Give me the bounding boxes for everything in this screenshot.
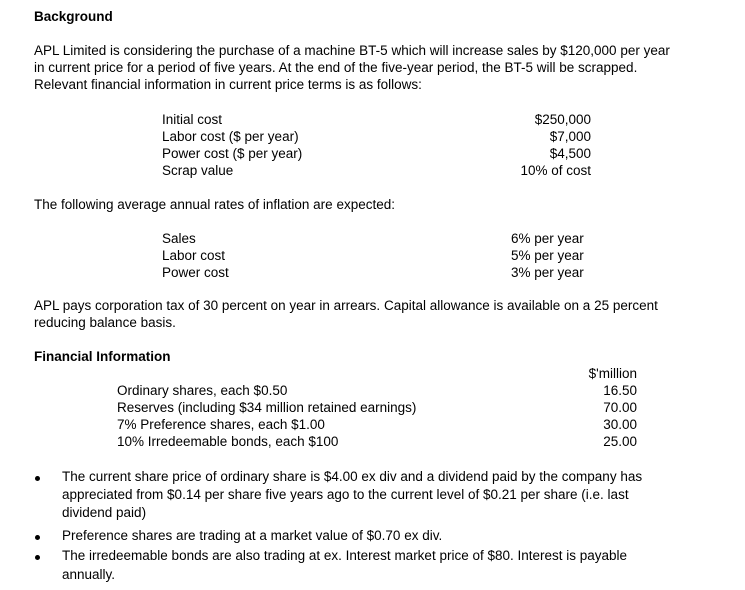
background-heading: Background: [34, 9, 113, 24]
tax-line-1: APL pays corporation tax of 30 percent on year in arrears. Capital allowance is available on a 25 percent: [34, 298, 658, 313]
inflation-value: 5% per year: [511, 248, 584, 263]
intro-line-2: in current price for a period of five years. At the end of the five-year period, the BT-5 will be scrapped.: [34, 60, 638, 75]
financial-label: Ordinary shares, each $0.50: [117, 383, 288, 398]
cost-label: Initial cost: [162, 112, 223, 127]
bullet-text: dividend paid): [62, 505, 147, 520]
bullet-text: appreciated from $0.14 per share five years ago to the current level of $0.21 per share (i.e. last: [62, 487, 629, 502]
bullet-dot: [35, 476, 40, 481]
financial-value: 30.00: [603, 417, 637, 432]
unit-header: $'million: [588, 366, 637, 381]
inflation-intro: The following average annual rates of inflation are expected:: [34, 197, 395, 212]
financial-heading: Financial Information: [34, 349, 171, 364]
bullet-dot: [35, 555, 40, 560]
bullet-text: The irredeemable bonds are also trading at ex. Interest market price of $80. Interest is payable: [62, 548, 628, 563]
financial-value: 25.00: [603, 434, 637, 449]
financial-value: 70.00: [603, 400, 637, 415]
intro-line-3: Relevant financial information in current price terms is as follows:: [34, 77, 422, 92]
bullet-text: The current share price of ordinary share is $4.00 ex div and a dividend paid by the company has: [62, 469, 643, 484]
inflation-label: Power cost: [162, 265, 229, 280]
inflation-value: 3% per year: [511, 265, 584, 280]
inflation-value: 6% per year: [511, 231, 584, 246]
financial-label: 10% Irredeemable bonds, each $100: [117, 434, 339, 449]
inflation-label: Sales: [162, 231, 196, 246]
cost-value: $7,000: [549, 129, 591, 144]
cost-label: Labor cost ($ per year): [162, 129, 299, 144]
cost-value: 10% of cost: [520, 163, 591, 178]
financial-value: 16.50: [603, 383, 637, 398]
bullet-dot: [35, 535, 40, 540]
tax-line-2: reducing balance basis.: [34, 315, 176, 330]
cost-label: Power cost ($ per year): [162, 146, 303, 161]
cost-label: Scrap value: [162, 163, 234, 178]
cost-value: $4,500: [549, 146, 591, 161]
financial-label: 7% Preference shares, each $1.00: [117, 417, 325, 432]
intro-line-1: APL Limited is considering the purchase of a machine BT-5 which will increase sales by $120,000 per year: [34, 43, 670, 58]
bullet-text: annually.: [62, 567, 116, 582]
inflation-label: Labor cost: [162, 248, 226, 263]
bullet-text: Preference shares are trading at a market value of $0.70 ex div.: [62, 528, 443, 543]
financial-label: Reserves (including $34 million retained earnings): [117, 400, 417, 415]
cost-value: $250,000: [534, 112, 591, 127]
